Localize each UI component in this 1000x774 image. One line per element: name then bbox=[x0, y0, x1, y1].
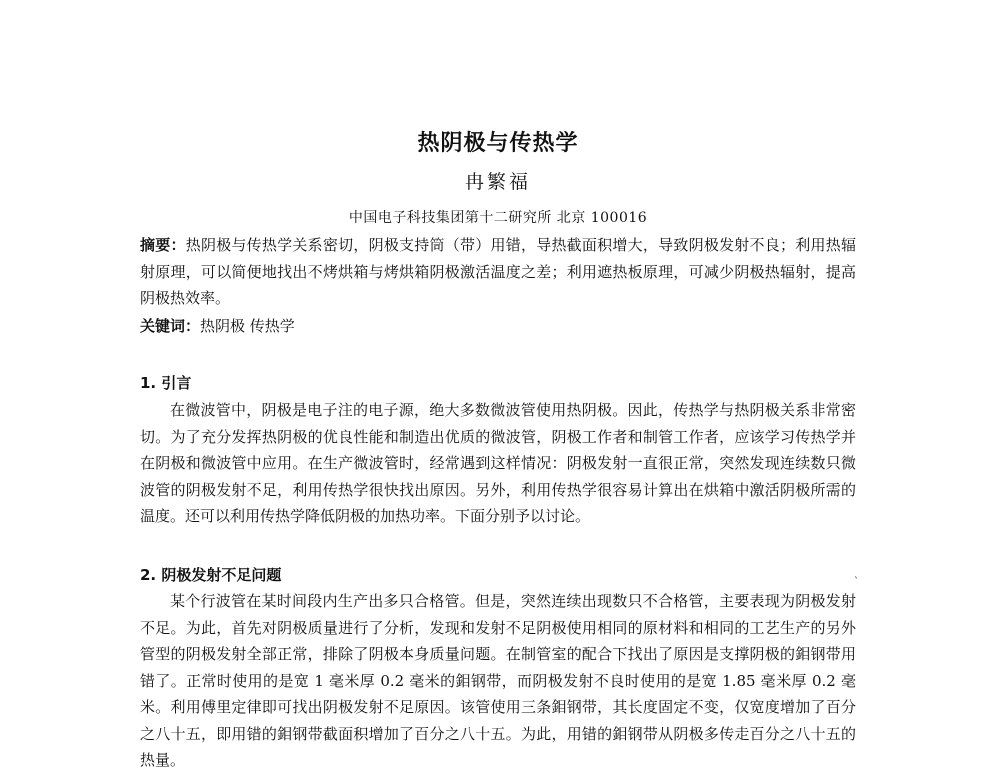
section-body-emission: 某个行波管在某时间段内生产出多只合格管。但是，突然连续出现数只不合格管，主要表现为阴极发射不足。为此，首先对阴极质量进行了分析，发现和发射不足阴极使用相同的原材料和相同的工艺生产的另外管型的阴极发射全部正常，排除了阴极本身质量问题。在制管室的配合下找出了原因是支撑阴极的鉬钢带用错了。正常时使用的是宽 1 毫米厚 0.2 毫米的鉬钢带，而阴极发射不良时使用的是宽 1.85 毫米厚 0.2 毫米。利用傅里定律即可找出阴极发射不足原因。该管使用三条鉬钢带，其长度固定不变，仅宽度增加了百分之八十五，即用错的鉬钢带截面积增加了百分之八十五。为此，用错的鉬钢带从阴极多传走百分之八十五的热量。 bbox=[140, 592, 856, 769]
paper-page bbox=[140, 0, 856, 769]
abstract-text: 热阴极与传热学关系密切，阴极支持筒（带）用错，导热截面积增大，导致阴极发射不良；利用热辐射原理，可以简便地找出不烤烘箱与烤烘箱阴极激活温度之差；利用遮热板原理，可减少阴极热辐射，提高阴极热效率。 bbox=[140, 236, 856, 307]
keywords bbox=[140, 313, 856, 340]
abstract bbox=[140, 232, 856, 312]
author-name: 冉繁福 bbox=[464, 171, 531, 193]
scan-speck: ` bbox=[854, 577, 859, 588]
abstract-label: 摘要： bbox=[140, 236, 186, 254]
section-heading-intro: 1. 引言 bbox=[140, 374, 192, 392]
keywords-text: 热阴极 传热学 bbox=[200, 317, 295, 335]
affiliation: 中国电子科技集团第十二研究所 北京 100016 bbox=[348, 210, 648, 226]
section-heading-emission: 2. 阴极发射不足问题 bbox=[140, 566, 282, 584]
paper-title: 热阴极与传热学 bbox=[417, 130, 579, 156]
section-body-intro: 在微波管中，阴极是电子注的电子源，绝大多数微波管使用热阴极。因此，传热学与热阴极关系非常密切。为了充分发挥热阴极的优良性能和制造出优质的微波管，阴极工作者和制管工作者，应该学习传热学并在阴极和微波管中应用。在生产微波管时，经常遇到这样情况：阴极发射一直很正常，突然发现连续数只微波管的阴极发射不足，利用传热学很快找出原因。另外，利用传热学很容易计算出在烘箱中激活阴极所需的温度。还可以利用传热学降低阴极的加热功率。下面分别予以讨论。 bbox=[140, 401, 856, 525]
keywords-label: 关键词： bbox=[140, 317, 201, 335]
